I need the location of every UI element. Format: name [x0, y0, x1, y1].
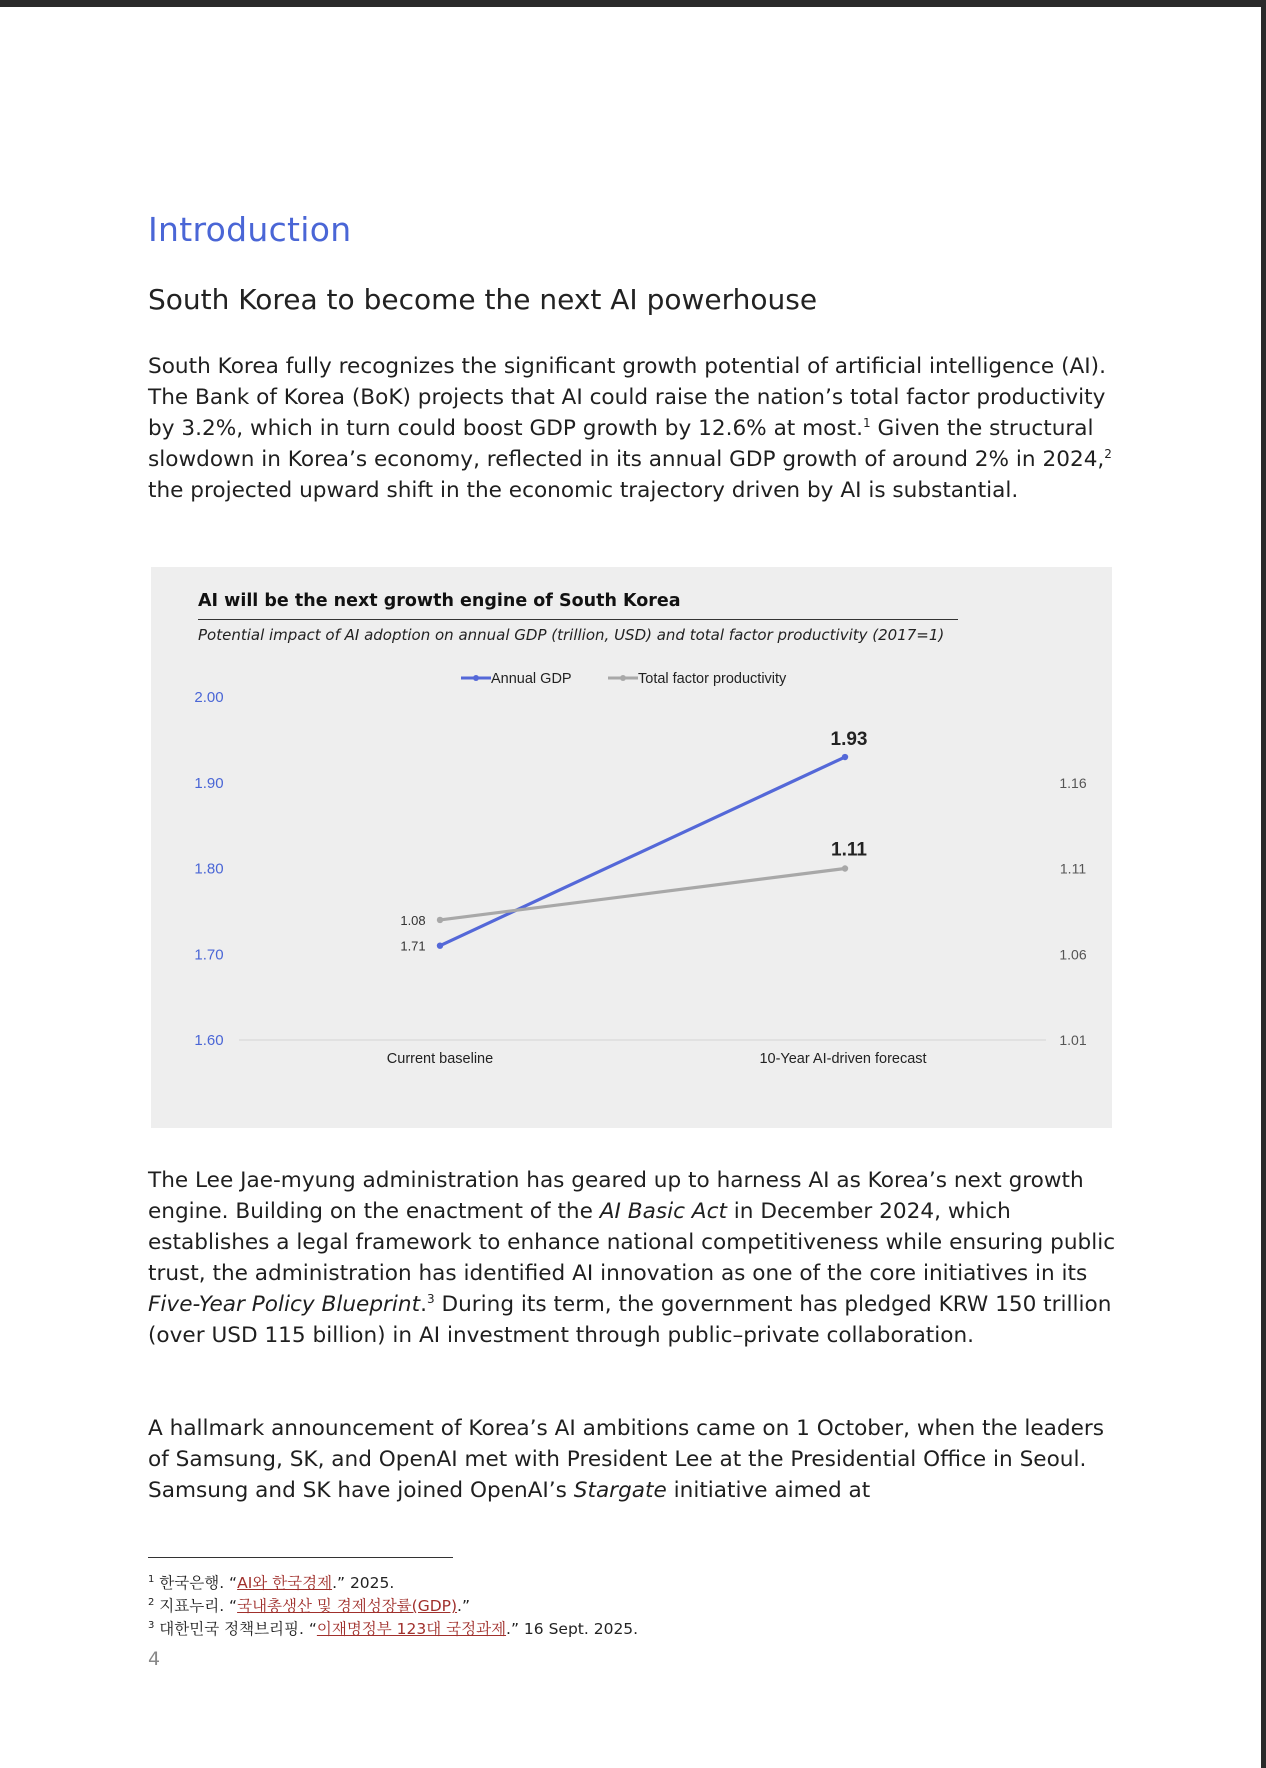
section-title: Introduction [148, 210, 352, 249]
left-axis-tick: 1.90 [194, 774, 224, 792]
footnote-3-tail: .” 16 Sept. 2025. [506, 1620, 639, 1639]
data-label-tfp-start: 1.08 [400, 912, 426, 928]
left-axis-tick: 1.60 [194, 1032, 224, 1049]
footnote-1-source: 한국은행. “ [154, 1574, 238, 1593]
legend-label-annual-gdp: Annual GDP [491, 671, 572, 687]
legend-label-tfp: Total factor productivity [638, 671, 787, 687]
policy-text-4: During its term, the government has pledged KRW 150 trillion (over USD 115 billion) in AI investment through public–private collaboration. [148, 1292, 1112, 1348]
footnote-ref-3[interactable]: 3 [426, 1291, 435, 1306]
footnote-1 [148, 1570, 1048, 1593]
policy-text-2: in December 2024, which establishes a legal framework to enhance national competitiveness while ensuring public trust, the administration has identified AI innovation as one of the core initiatives in its [148, 1199, 1116, 1286]
footnote-3-number: 3 [148, 1620, 155, 1632]
series-line-annual-gdp [440, 757, 845, 946]
chart-subtitle: Potential impact of AI adoption on annual GDP (trillion, USD) and total factor productivity (2017=1) [198, 626, 945, 644]
intro-paragraph [148, 351, 1123, 506]
data-label-gdp-start: 1.71 [400, 938, 426, 954]
footnote-3 [148, 1616, 1048, 1639]
right-axis-tick: 1.06 [1059, 946, 1087, 963]
series-point-annual-gdp [437, 942, 443, 948]
footnote-2-tail: .” [457, 1597, 471, 1616]
window-right-border [1261, 0, 1266, 1768]
announcement-text-2: initiative aimed at [666, 1478, 871, 1503]
footnote-ref-2[interactable]: 2 [1104, 446, 1112, 461]
page-number: 4 [148, 1648, 161, 1670]
policy-text-3: . [420, 1292, 427, 1317]
right-axis-tick: 1.16 [1059, 774, 1087, 791]
footnote-3-link[interactable]: 이재명정부 123대 국정과제 [316, 1620, 507, 1639]
legend-marker-annual-gdp [473, 675, 479, 681]
chart-title: AI will be the next growth engine of South Korea [198, 591, 681, 611]
footnote-1-tail: .” 2025. [332, 1574, 395, 1593]
footnotes [148, 1570, 1048, 1639]
left-axis-tick: 1.70 [194, 946, 224, 964]
series-point-annual-gdp [842, 754, 848, 760]
policy-italic-ai-basic-act: AI Basic Act [599, 1199, 727, 1224]
intro-text-2: Given the structural slowdown in Korea’s economy, reflected in its annual GDP growth of around 2% in 2024, [148, 416, 1105, 472]
legend-marker-tfp [620, 675, 626, 681]
footnote-divider [148, 1557, 453, 1558]
data-label-gdp-end: 1.93 [830, 729, 868, 751]
footnote-ref-1[interactable]: 1 [862, 415, 871, 430]
chart-plot [151, 567, 1112, 1128]
series-point-tfp [437, 917, 443, 923]
left-axis-tick: 2.00 [194, 689, 224, 706]
left-axis-tick: 1.80 [194, 860, 224, 878]
right-axis-tick: 1.01 [1059, 1032, 1087, 1048]
policy-italic-blueprint: Five-Year Policy Blueprint [148, 1292, 421, 1317]
announcement-paragraph [148, 1413, 1123, 1506]
intro-text-3: the projected upward shift in the economic trajectory driven by AI is substantial. [148, 478, 1019, 503]
intro-text-1: South Korea fully recognizes the significant growth potential of artificial intelligence (AI). The Bank of Korea (BoK) projects that AI could raise the nation’s total factor productivity by 3.2%, which in turn could boost GDP growth by 12.6% at most. [148, 354, 1106, 441]
announcement-italic-stargate: Stargate [573, 1478, 667, 1503]
announcement-text-1: A hallmark announcement of Korea’s AI ambitions came on 1 October, when the leaders of Samsung, SK, and OpenAI met with President Lee at the Presidential Office in Seoul. Samsung and SK have joined OpenAI’s [148, 1416, 1104, 1503]
policy-text-1: The Lee Jae-myung administration has geared up to harness AI as Korea’s next growth engine. Building on the enactment of the [148, 1168, 1084, 1224]
footnote-2-source: 지표누리. “ [154, 1597, 238, 1616]
window-top-border [0, 0, 1266, 7]
right-axis-tick: 1.11 [1059, 860, 1087, 877]
footnote-2-number: 2 [148, 1597, 155, 1609]
footnote-1-link[interactable]: AI와 한국경제 [237, 1574, 333, 1593]
footnote-3-source: 대한민국 정책브리핑. “ [154, 1620, 317, 1639]
x-category-label: 10-Year AI-driven forecast [759, 1051, 927, 1067]
footnote-2 [148, 1593, 1048, 1616]
footnote-1-number: 1 [148, 1574, 155, 1585]
series-point-tfp [842, 865, 848, 871]
footnote-2-link[interactable]: 국내총생산 및 경제성장률(GDP) [237, 1597, 458, 1616]
series-line-tfp [440, 869, 845, 920]
data-label-tfp-end: 1.11 [831, 839, 867, 861]
x-category-label: Current baseline [386, 1051, 494, 1067]
section-subtitle: South Korea to become the next AI powerhouse [148, 283, 818, 316]
policy-paragraph [148, 1165, 1123, 1351]
chart-figure [151, 567, 1112, 1128]
